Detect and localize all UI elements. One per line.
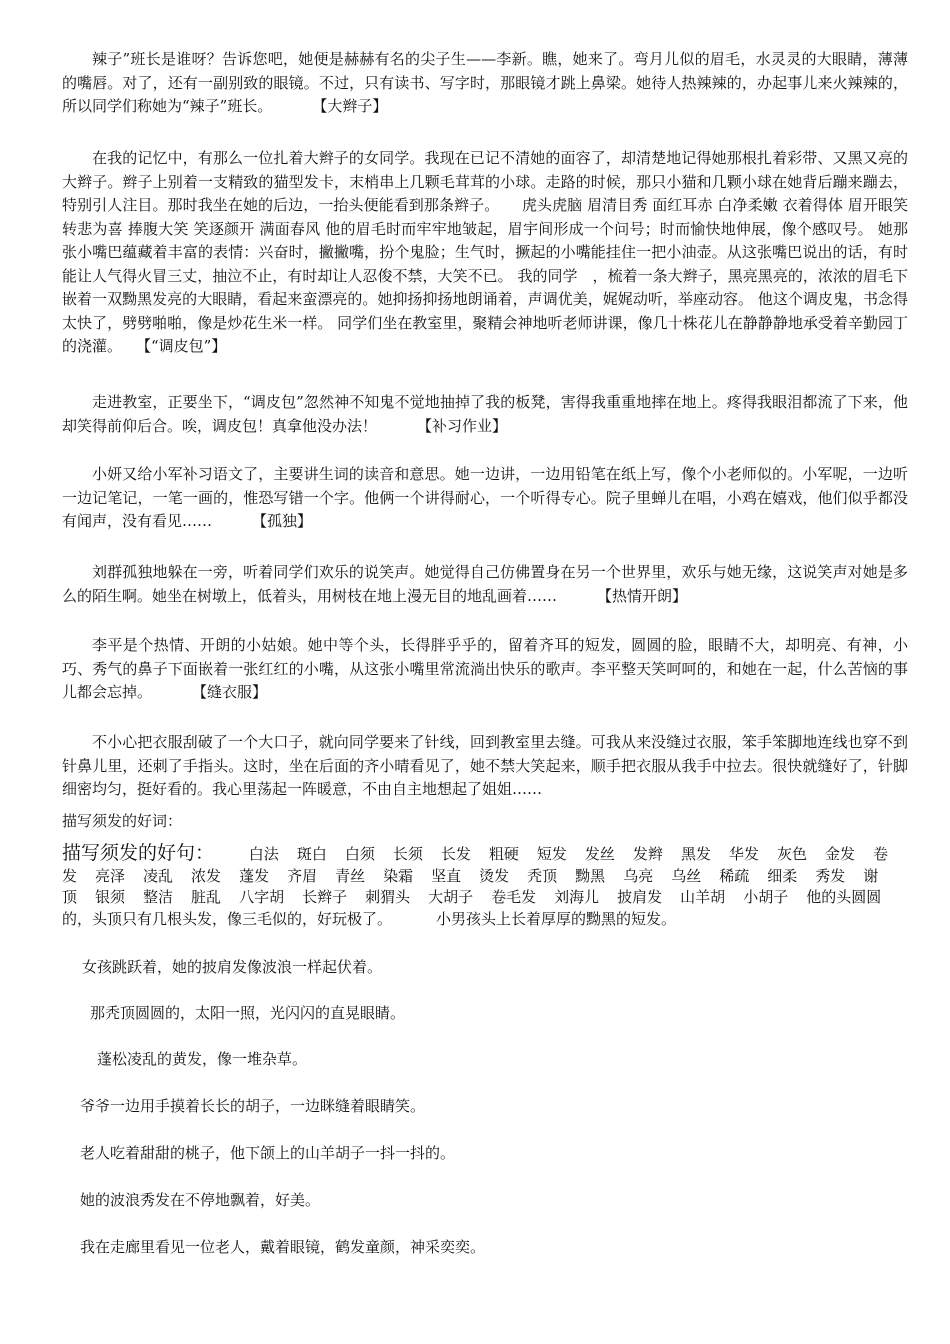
hair-word: 华发 xyxy=(728,845,759,863)
section-tag: 【“调皮包”】 xyxy=(136,337,227,355)
hair-word: 亮泽 xyxy=(95,866,126,885)
hair-word: 发丝 xyxy=(584,845,615,863)
inline-sentence: 他的头圆圆的，头顶只有几根头发，像三毛似的，好玩极了。 xyxy=(62,888,882,928)
section-tag: 【大辫子】 xyxy=(312,97,388,115)
hair-word: 齐眉 xyxy=(287,866,318,885)
hair-word: 斑白 xyxy=(296,845,327,863)
hair-word: 披肩发 xyxy=(617,888,663,906)
section-tag: 【热情开朗】 xyxy=(597,586,688,605)
sentence-4: 爷爷一边用手摸着长长的胡子，一边眯缝着眼睛笑。 xyxy=(80,1097,426,1115)
hair-word: 大胡子 xyxy=(428,888,474,906)
hair-word: 发辫 xyxy=(632,845,663,863)
sentence-6: 她的波浪秀发在不停地飘着，好美。 xyxy=(80,1191,321,1209)
sentence-5: 老人吃着甜甜的桃子，他下颌上的山羊胡子一抖一抖的。 xyxy=(80,1144,456,1162)
paragraph-text: 不小心把衣服刮破了一个大口子，就向同学要来了针线，回到教室里去缝。可我从来没缝过衣服，笨手笨脚地连线也穿不到针鼻儿里，还刺了手指头。这时，坐在后面的齐小晴看见了，她不禁大笑起来，顺手把衣服从我手中拉去。很快就缝好了，针脚细密均匀，挺好看的。我心里荡起一阵暖意，不由自主地想起了姐姐…… xyxy=(62,733,908,798)
paragraph-5 xyxy=(62,561,908,608)
hair-word: 浓发 xyxy=(191,866,222,885)
hair-word: 长须 xyxy=(392,845,423,863)
hair-word: 金发 xyxy=(824,845,855,863)
good-sentences-heading: 描写须发的好句： xyxy=(62,842,215,864)
hair-word: 刘海儿 xyxy=(554,888,600,906)
hair-word: 凌乱 xyxy=(143,866,174,885)
hair-word: 小胡子 xyxy=(743,888,789,906)
paragraph-text: 辣子”班长是谁呀？告诉您吧，她便是赫赫有名的尖子生——李新。瞧，她来了。弯月儿似的眉毛，水灵灵的大眼睛，薄薄的嘴唇。对了，还有一副别致的眼镜。不过，只有读书、写字时，那眼镜才跳上鼻梁。她待人热辣辣的，办起事儿来火辣辣的，所以同学们称她为“辣子”班长。 xyxy=(62,50,908,115)
paragraph-4 xyxy=(62,463,908,534)
hair-word: 卷毛发 xyxy=(491,888,537,906)
paragraph-1 xyxy=(62,48,908,119)
inline-sentence: 小男孩头上长着厚厚的黝黑的短发。 xyxy=(436,909,677,928)
hair-word: 短发 xyxy=(536,845,567,863)
hair-word: 细柔 xyxy=(767,866,798,885)
sentence-3: 蓬松凌乱的黄发，像一堆杂草。 xyxy=(97,1050,308,1068)
sentence-1: 女孩跳跃着，她的披肩发像波浪一样起伏着。 xyxy=(82,958,383,976)
section-tag: 【补习作业】 xyxy=(417,416,508,435)
paragraph-6 xyxy=(62,634,908,705)
hair-word: 坚直 xyxy=(431,866,462,885)
hair-word: 银须 xyxy=(95,888,126,906)
hair-word: 脏乱 xyxy=(191,888,222,906)
hair-word: 灰色 xyxy=(776,845,807,863)
hair-word: 秀发 xyxy=(815,866,846,885)
hair-word: 乌亮 xyxy=(623,866,654,885)
sentence-7: 我在走廊里看见一位老人，戴着眼镜，鹤发童颜，神采奕奕。 xyxy=(80,1238,486,1256)
hair-words-heading: 描写须发的好词： xyxy=(62,812,183,830)
hair-word: 染霜 xyxy=(383,866,414,885)
hair-word: 黝黑 xyxy=(575,866,606,885)
hair-word: 乌丝 xyxy=(671,866,702,885)
hair-words-block xyxy=(62,843,908,930)
section-tag: 【孤独】 xyxy=(252,512,313,530)
hair-word: 稀疏 xyxy=(719,866,750,885)
hair-word: 八字胡 xyxy=(239,888,285,906)
paragraph-text: 在我的记忆中，有那么一位扎着大辫子的女同学。我现在已记不清她的面容了，却清楚地记得她那根扎着彩带、又黑又亮的大辫子。辫子上别着一支精致的猫型发卡，末梢串上几颗毛茸茸的小球。走路的时候，那只小猫和几颗小球在她背后蹦来蹦去，特别引人注目。那时我坐在她的后边，一抬头便能看到那条辫子。 虎头虎脑 眉清目秀 面红耳赤 白净柔嫩 衣着得体 眉开眼笑 转悲为喜 捧腹大笑 笑逐颜开 满面春风 他的眉毛时而牢牢地皱起，眉宇间形成一个问号；时而愉快地伸展，像个感叹号。 她那张小嘴巴蕴藏着丰富的表情：兴奋时，撇撇嘴，扮个鬼脸；生气时，撅起的小嘴能挂住一把小油壶。从这张嘴巴说出的话，有时能让人气得火冒三丈，抽泣不止，有时却让人忍俊不禁，大笑不已。 我的同学 ，梳着一条大辫子，黑亮黑亮的，浓浓的眉毛下嵌着一双黝黑发亮的大眼睛，看起来蛮漂亮的。她抑扬抑扬地朗诵着，声调优美，娓娓动听，举座动容。 他这个调皮鬼，书念得太快了，劈劈啪啪，像是炒花生米一样。 同学们坐在教室里，聚精会神地听老师讲课，像几十株花儿在静静静地承受着辛勤园丁的浇灌。 xyxy=(62,149,908,355)
hair-word: 粗硬 xyxy=(488,845,519,863)
hair-word: 卷发 xyxy=(62,845,889,885)
hair-word: 谢顶 xyxy=(62,866,879,906)
section-tag: 【缝衣服】 xyxy=(192,683,268,701)
hair-word: 长发 xyxy=(440,845,471,863)
hair-word: 长辫子 xyxy=(302,888,348,906)
paragraph-7 xyxy=(62,731,908,802)
hair-word: 烫发 xyxy=(479,866,510,885)
paragraph-text: 刘群孤独地躲在一旁，听着同学们欢乐的说笑声。她觉得自己仿佛置身在另一个世界里，欢乐与她无缘，这说笑声对她是多么的陌生啊。她坐在树墩上，低着头，用树枝在地上漫无目的地乱画着…… xyxy=(62,563,908,605)
hair-word: 白法 xyxy=(248,845,279,863)
hair-word: 白须 xyxy=(344,845,375,863)
hair-word: 整洁 xyxy=(143,888,174,906)
paragraph-3 xyxy=(62,391,908,438)
paragraph-2 xyxy=(62,147,908,359)
hair-word: 蓬发 xyxy=(239,866,270,885)
hair-word: 山羊胡 xyxy=(680,888,726,906)
hair-word: 秃顶 xyxy=(527,866,558,885)
sentence-2: 那秃顶圆圆的，太阳一照，光闪闪的直晃眼睛。 xyxy=(90,1004,406,1022)
paragraph-text: 走进教室，正要坐下，“调皮包”忽然神不知鬼不觉地抽掉了我的板凳，害得我重重地摔在地上。疼得我眼泪都流了下来，他却笑得前仰后合。唉，调皮包！真拿他没办法！ xyxy=(62,393,908,435)
hair-word: 黑发 xyxy=(680,845,711,863)
paragraph-text: 小妍又给小军补习语文了，主要讲生词的读音和意思。她一边讲，一边用铅笔在纸上写，像个小老师似的。小军呢，一边听一边记笔记，一笔一画的，惟恐写错一个字。他俩一个讲得耐心，一个听得专心。院子里蝉儿在唱，小鸡在嬉戏，他们似乎都没有闻声，没有看见…… xyxy=(62,465,908,530)
hair-word: 刺猬头 xyxy=(365,888,411,906)
hair-word: 青丝 xyxy=(335,866,366,885)
paragraph-text: 李平是个热情、开朗的小姑娘。她中等个头，长得胖乎乎的，留着齐耳的短发，圆圆的脸，眼睛不大，却明亮、有神，小巧、秀气的鼻子下面嵌着一张红红的小嘴，从这张小嘴里常流淌出快乐的歌声。李平整天笑呵呵的，和她在一起，什么苦恼的事儿都会忘掉。 xyxy=(62,636,908,701)
